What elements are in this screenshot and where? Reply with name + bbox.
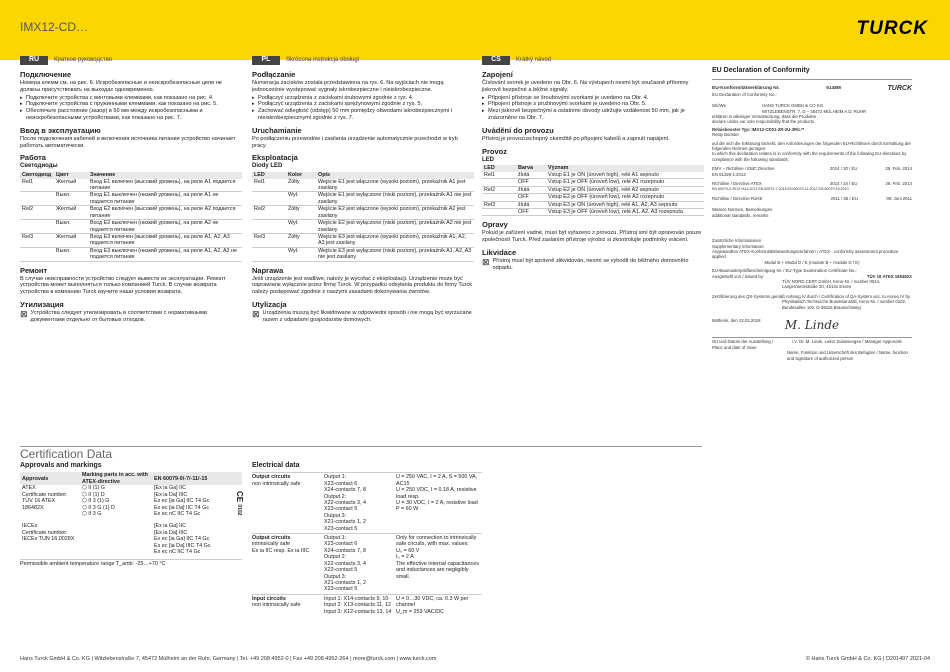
- table-row: [252, 220, 474, 234]
- eu-decl-number: 5148M: [826, 86, 841, 92]
- cell: [252, 220, 286, 234]
- cell: Vstup E3 je ON (úroveň high), relé A1, A2, A3 sepnuto: [546, 201, 704, 208]
- cell: Input circuits: [252, 595, 286, 602]
- cs-disposal-text: Přístroj musí být správně zlikvidován, nesmí se vyhodit do běžného domovního odpadu.: [492, 257, 689, 271]
- ambient-temp: Permissible ambient temperature range T_amb: -25…+70 °C: [20, 559, 242, 567]
- pl-connect-heading: Podłączanie: [252, 70, 296, 79]
- eu-signer: i.V. Dr. M. Linde, Leiter Zulassungen / Manager Approvals: [792, 339, 902, 345]
- approvals-heading: Approvals and markings: [20, 462, 102, 469]
- cs-comm-text: Přístroj je provozuschopný okamžitě po připojení kabelů a zapnutí napájení.: [482, 135, 670, 142]
- iec-ex: Ex ec [ia Da] IIIC T4 Gc: [154, 542, 211, 549]
- col-header: LED: [482, 165, 516, 172]
- cs-comm-heading: Uvádění do provozu: [482, 125, 554, 135]
- cs-repair-heading: Opravy: [482, 220, 508, 230]
- cell: Wejście E3 jest wyłączone (niski poziom), przekaźnik A1, A2, A3 nie jest zasilany: [316, 247, 474, 261]
- cs-op-heading: Provoz: [482, 146, 508, 156]
- cell: Żółty: [286, 206, 316, 220]
- iec-cert-no: IECEx TUN 16.0028X: [22, 536, 75, 543]
- col-header: LED: [252, 172, 286, 179]
- atex-mark: II 3 G: [88, 511, 102, 518]
- document-title: IMX12-CD…: [20, 20, 89, 34]
- cell: U = 0…30 VDC, ca. 0.3 W per channel: [396, 595, 469, 609]
- cell: Вход E2 включен (высокий уровень), на реле A2 подается питание: [88, 206, 242, 220]
- ru-op-heading: Работа: [20, 153, 46, 163]
- eu-decl-label: EU-Konformitätserklärung Nr.: [712, 86, 780, 92]
- electrical-section: [252, 463, 482, 616]
- footer-left: Hans Turck GmbH & Co. KG | Witzlebenstraße 7, 45472 Mülheim an der Ruhr, Germany | Tel. +49 208 4952-0 | Fax +49 208 4952-264 | more@turck.com | www.turck.com: [20, 656, 437, 662]
- lang-name-ru: Краткое руководство: [54, 57, 113, 64]
- cell: Желтый: [54, 233, 88, 247]
- table-row: [20, 220, 242, 234]
- col-header: Kolor: [286, 172, 316, 179]
- eu-exam-issued: Ausgestellt von / issued by:: [712, 273, 765, 279]
- cell: Output 1:: [324, 474, 347, 481]
- cell: Rel1: [20, 179, 54, 192]
- table-row: [252, 472, 482, 533]
- cell: Output 3:: [324, 512, 347, 519]
- pl-led-table: [252, 172, 474, 261]
- ru-connect-heading: Подключение: [20, 70, 72, 79]
- eu-logo: TURCK: [887, 85, 912, 93]
- approvals-table: [20, 472, 242, 555]
- ru-comm-text: После подключения кабелей и включения источника питания устройство начинает работать автоматически.: [20, 135, 236, 149]
- table-row: [712, 196, 912, 201]
- cell: Vstup E1 je OFF (úroveň low), relé A1 rozepnuto: [546, 179, 704, 186]
- cell: Only for connection to intrinsically safe circuits, with max. values:: [396, 535, 477, 548]
- list-item: ▸ Подключите устройства с винтовыми клеммами, как показано на рис. 4.: [20, 95, 242, 102]
- eu-sig-label: Ort und Datum der Ausstellung / Place and date of issue: [712, 339, 774, 350]
- table-row: [482, 172, 704, 179]
- eu-title: EU Declaration of Conformity: [712, 67, 810, 74]
- wheelie-bin-icon: ⊠: [252, 308, 260, 319]
- table-row: [20, 206, 242, 220]
- table-row: [252, 247, 474, 261]
- ce-number: 0102: [236, 504, 242, 516]
- eu-product-en: Relay Booster: [712, 132, 739, 138]
- col-header: Светодиод: [20, 172, 54, 179]
- eu-further: Weitere Normen, Bemerkungen: [712, 207, 773, 213]
- cell: Выкл.: [54, 220, 88, 234]
- cell: P = 60 W: [396, 506, 419, 513]
- cell: Желтый: [54, 206, 88, 220]
- eu-place-date: Mülheim, den 22.01.2018: [712, 318, 761, 323]
- table-row: [252, 533, 482, 594]
- cell: žlutá: [516, 186, 546, 193]
- atex-ex: Ex ec nC IIC T4 Gc: [154, 511, 201, 518]
- col-header: Значение: [88, 172, 242, 179]
- cell: Вход E3 включен (высокий уровень), на реле A1, A2, A3 подается питание: [88, 233, 242, 247]
- lang-badge-ru: RU: [20, 56, 48, 65]
- iec-cert-label: Certificate number:: [22, 529, 68, 536]
- table-row: EN 60079-0:2012+A11:2013 EN 60079-7:2015 EN 60079-11:2012 EN 60079-15:2010: [712, 186, 849, 191]
- cell: non intrinsically safe: [252, 480, 301, 487]
- table-row: [252, 206, 474, 220]
- ce-mark-icon: CE 0102: [235, 491, 244, 516]
- cell: Output circuits: [252, 474, 291, 481]
- cell: 2011 / 65 / EU: [830, 195, 858, 201]
- cell: Rel2: [482, 186, 516, 193]
- cs-op-sub: LED: [482, 156, 494, 163]
- eu-ptb: Physikalisch Technische Bundesanstalt, Kenn-Nr. / number 0102, Bundesallee 100, D-38116 Braunschweig: [782, 299, 907, 310]
- cs-led-table: [482, 165, 704, 216]
- table-row: [482, 194, 704, 201]
- eu-body: TÜV NORD CERT GmbH, Kenn-Nr. / number 0044, Langemarckstraße 20, 45141 Essen: [782, 278, 881, 290]
- cell: I₀ = 2 A: [396, 554, 414, 561]
- eu-exam: EU-Baumusterprüfbescheinigung Nr. / EU-Type Examination Certificate No.:: [712, 268, 857, 274]
- cell: [482, 179, 516, 186]
- cell: X22-contacts 3, 4: [324, 560, 366, 567]
- eu-info: Zusätzliche Informationen: [712, 238, 762, 244]
- atex-cert-label: Certificate number:: [22, 491, 68, 498]
- cell: The effective internal capacitances and inductances are negligibly small.: [396, 560, 479, 580]
- pl-op-heading: Eksploatacja: [252, 153, 298, 163]
- col-header: Marking parts in acc. with ATEX-directive: [80, 472, 152, 485]
- cell: Output 1:: [324, 535, 347, 542]
- cell: OFF: [516, 179, 546, 186]
- list-item: ▸ Zachować odległość (odstęp) 50 mm pomiędzy obwodami iskrobezpiecznymi i nieiskrobezpiecznymi zgodnie z rys. 7.: [252, 108, 474, 122]
- atex-mark: II 3 (1) G: [88, 498, 110, 505]
- cell: Wył.: [286, 247, 316, 261]
- pl-repair-text: Jeśli urządzenie jest wadliwe, należy je wycofać z eksploatacji. Urządzenie może być naprawiane wyłącznie przez firmę Turck. W przypadku odsyłania produktu do firmy Turck należy postępować zgodnie z naszymi zasadami dokonywania zwrotów.: [252, 275, 473, 296]
- cell: U = 250 VDC, I = 0.18 A, resistive load resp.: [396, 487, 477, 500]
- eu-exam-no: TÜV 16 ATEX 186482X: [866, 273, 912, 279]
- list-item: ▸ Připojení přístroje se šroubovými svorkami je uvedeno na Obr. 4.: [482, 95, 704, 102]
- cell: Input 2: X13-contacts 11, 12: [324, 602, 392, 609]
- cell: [482, 194, 516, 201]
- cell: Rel3: [252, 233, 286, 247]
- table-row: [252, 233, 474, 247]
- eu-we: Wir/We: [712, 103, 727, 109]
- table-row: EN 61326-1:2013: [712, 171, 746, 177]
- cell: X24-contacts 7, 8: [324, 487, 366, 494]
- cell: Vstup E2 je OFF (úroveň low), relé A2 rozepnuto: [546, 194, 704, 201]
- iec-ex: [Ex ia Ga] IIC: [154, 523, 187, 530]
- cs-column: [482, 56, 704, 272]
- cs-connect-heading: Zapojení: [482, 70, 513, 79]
- cell: 26. Feb. 2014: [885, 181, 912, 187]
- cell: X21-contacts 1, 2: [324, 579, 366, 586]
- lang-name-pl: Skrócona instrukcja obsługi: [286, 57, 360, 64]
- cell: X23-contact 5: [324, 586, 358, 593]
- table-row: [20, 517, 242, 555]
- col-header: Opis: [316, 172, 474, 179]
- ru-repair-text: В случае неисправности устройство следует вывести из эксплуатации. Ремонт устройства может выполняться только компанией Turck. В случае возврата устройства в компанию Turck изучите наши условия возврата.: [20, 275, 226, 296]
- list-item: ▸ Podłączyć urządzenia z zaciskami śrubowymi zgodnie z rys. 4.: [252, 95, 474, 102]
- cell: Output circuits: [252, 535, 291, 542]
- cell: Вход E1 включен (высокий уровень), на реле A1 подается питание: [88, 179, 242, 192]
- eu-sig-label2: Name, Funktion und Unterschrift des Befugten / Name, function and signature of authorized person: [787, 350, 908, 361]
- cell: Выкл.: [54, 192, 88, 206]
- table-row: ATEX Certificate number: TÜV 16 ATEX 186482X ⬡ II (1) G ⬡ II (1) D ⬡ II 3 (1) G ⬡ II 3 G (1) D ⬡ II 3 G [Ex ia Ga] IIC [Ex ia Da] IIIC Ex ec [ia Ga] IIC T4 Gc Ex ec [ia Da] IIC T4 Gc Ex ec nC IIC T4 Gc CE 0102: [22, 485, 244, 518]
- cs-repair-text: Pokud je zařízení vadné, musí být vyřazeno z provozu. Přístroj smí být opravován pouze společností Turck. Před zaslaním přístroje výrobci si zkontrolujte podmínky vrácení.: [482, 230, 702, 244]
- table-row: [20, 179, 242, 192]
- cell: X24-contacts 7, 8: [324, 547, 366, 554]
- pl-connect-text: Numeracja zacisków została przedstawiona na rys. 6. Na wyjściach nie mogą jednocześnie występować sygnały iskrobezpieczne i nieiskrobezpieczne.: [252, 80, 444, 93]
- ru-column: [20, 56, 242, 324]
- lang-badge-cs: CS: [482, 56, 510, 65]
- turck-logo: TURCK: [856, 18, 928, 39]
- atex-mark: II 3 G (1) D: [88, 504, 115, 511]
- cell: Output 2:: [324, 554, 347, 561]
- cell: Rel1: [252, 179, 286, 192]
- eu-claim-en: declare under our sole responsibility that the products: [712, 119, 814, 125]
- cell: intrinsically safe: [252, 541, 291, 548]
- cell: X21-contacts 1, 2: [324, 519, 366, 526]
- cell: U₀ = 60 V: [396, 547, 420, 554]
- cell: [20, 247, 54, 261]
- pl-comm-heading: Uruchamianie: [252, 125, 302, 135]
- col-header: Barva: [516, 165, 546, 172]
- table-row: [20, 233, 242, 247]
- list-item: ▸ Připojení přístroje s pružinovými svorkami je uvedeno na Obr. 5.: [482, 101, 704, 108]
- list-item: ▸ Обеспечьте расстояние (зазор) в 50 мм между искробезопасными и неискробезопасными устройствами, как показано на рис. 7.: [20, 108, 242, 122]
- pl-repair-heading: Naprawa: [252, 265, 284, 275]
- table-row: [20, 247, 242, 261]
- cell: Rel2: [252, 206, 286, 220]
- cell: Wejście E1 jest wyłączone (niski poziom), przekaźnik A1 nie jest zasilany: [316, 192, 474, 206]
- pl-disposal-text: Urządzenia muszą być likwidowane w odpowiedni sposób i nie mogą być wyrzucane razem z odpadami gospodarstw domowych.: [262, 309, 472, 323]
- cell: Output 3:: [324, 573, 347, 580]
- lang-badge-pl: PL: [252, 56, 280, 65]
- cell: žlutá: [516, 172, 546, 179]
- cell: OFF: [516, 208, 546, 215]
- eu-conform-en: to which this declaration relates is in conformity with the requirements of the following EU-directives by compliance with the following standards:: [712, 151, 907, 162]
- list-item: ▸ Mezi jiskrově bezpečnými a ostatními obvody udržujte vzdálenost 50 mm, jak je znázorněno na Obr. 7.: [482, 108, 704, 122]
- cell: 2014 / 30 / EU: [829, 166, 858, 172]
- cell: Желтый: [54, 179, 88, 192]
- header-bar: [0, 0, 950, 60]
- table-row: [482, 208, 704, 215]
- cs-connect-text: Číslování svorek je uvedeno na Obr. 6. Na výstupech nesmí být současně přítomny jiskrově bezpečné a běžné signály.: [482, 80, 689, 93]
- cell: OFF: [516, 194, 546, 201]
- cell: [252, 192, 286, 206]
- footer-right: © Hans Turck GmbH & Co. KG | D201497 2021-04: [805, 656, 930, 662]
- cell: Richtlinie / Directive RoHS: [712, 195, 763, 201]
- cell: Wejście E1 jest włączone (wysoki poziom), przekaźnik A1 jest zasilany: [316, 179, 474, 192]
- cell: 26. Feb. 2014: [885, 166, 912, 172]
- electrical-heading: Electrical data: [252, 462, 300, 469]
- table-row: [482, 179, 704, 186]
- cell: [482, 208, 516, 215]
- atex-ex: [Ex ia Da] IIIC: [154, 491, 188, 498]
- atex-ex: Ex ec [ia Da] IIC T4 Gc: [154, 504, 210, 511]
- cell: X23-contact 5: [324, 525, 358, 532]
- atex-cert-no: TÜV 16 ATEX 186482X: [22, 498, 56, 511]
- col-header: Význam: [546, 165, 704, 172]
- atex-ex: Ex ec [ia Ga] IIC T4 Gc: [154, 498, 210, 505]
- approvals-section: [20, 463, 242, 568]
- eu-atex2: Modul B + Modul D / E (module B + module D / E): [764, 259, 860, 265]
- cell: [252, 247, 286, 261]
- cert-title: Certification Data: [20, 447, 113, 461]
- atex-ex: [Ex ia Ga] IIC: [154, 485, 187, 492]
- eu-decl-en: EU Declaration of Conformity No.:: [712, 91, 777, 97]
- iec-label: IECEx: [22, 523, 38, 530]
- atex-mark: II (1) G: [88, 485, 105, 492]
- cell: Output 2:: [324, 493, 347, 500]
- atex-label: ATEX: [22, 485, 36, 492]
- eu-qa: Zertifizierung des QS-Systems gemäß Anhang IV durch / Certification of QA-System acc. to Annex IV by: [712, 293, 910, 299]
- ru-disposal-text: Устройства следует утилизировать в соответствии с нормативными документами отдельно от бытовых отходов.: [30, 309, 207, 323]
- ru-comm-heading: Ввод в эксплуатацию: [20, 125, 101, 135]
- cell: Вход E3 выключен (низкий уровень), на реле A1, A2, A3 не подается питание: [88, 247, 242, 261]
- cell: Wył.: [286, 192, 316, 206]
- cell: X22-contacts 3, 4: [324, 500, 366, 507]
- pl-disposal-heading: Utylizacja: [252, 299, 287, 309]
- iec-ex: [Ex ia Da] IIIC: [154, 529, 188, 536]
- list-item: ▸ Подключите устройства с пружинными клеммами, как показано на рис. 5.: [20, 101, 242, 108]
- cell: Wejście E3 jest włączone (wysoki poziom), przekaźnik A1, A2, A3 jest zasilany: [316, 233, 474, 247]
- atex-mark: II (1) D: [88, 491, 105, 498]
- table-row: [482, 201, 704, 208]
- signature-icon: M. Linde: [784, 318, 840, 333]
- cell: Input 3: X12-contacts 13, 14: [324, 608, 392, 615]
- cs-disposal-heading: Likvidace: [482, 247, 517, 257]
- cell: Rel3: [482, 201, 516, 208]
- cell: Vstup E1 je ON (úroveň high), relé A1 sepnuto: [546, 172, 704, 179]
- divider: [20, 446, 702, 447]
- col-header: Цвет: [54, 172, 88, 179]
- cell: non intrinsically safe: [252, 602, 301, 609]
- eu-company: HANS TURCK GMBH & CO KG: [762, 103, 824, 109]
- eu-info-en: Supplementary information:: [712, 243, 765, 249]
- cell: X23-contact 5: [324, 567, 358, 574]
- eu-product: Relaisbooster Typ: IMX12-CD01-2R-2U-3R/L**: [712, 126, 805, 132]
- table-row: [20, 192, 242, 206]
- footer: [20, 656, 930, 662]
- cell: 08. Juni 2011: [886, 195, 912, 201]
- pl-op-sub: Diody LED: [252, 163, 283, 170]
- iec-ex: Ex ec [ia Ga] IIC T4 Gc: [154, 536, 210, 543]
- eu-claim: erklären in alleiniger Verantwortung, dass die Produkte: [712, 114, 817, 120]
- list-item: ▸ Podłączyć urządzenia z zaciskami sprężynowymi zgodnie z rys. 5.: [252, 101, 474, 108]
- cell: Żółty: [286, 179, 316, 192]
- cell: žlutá: [516, 201, 546, 208]
- cell: 2014 / 34 / EU: [829, 181, 858, 187]
- cell: X23-contact 6: [324, 480, 358, 487]
- wheelie-bin-icon: ⊠: [482, 256, 490, 267]
- table-row: [252, 192, 474, 206]
- cell: Вход E1 выключен (низкий уровень), на реле A1 не подается питание: [88, 192, 242, 206]
- cell: U_m = 253 VAC/DC: [396, 608, 444, 615]
- cell: Rel2: [20, 206, 54, 220]
- ru-disposal-heading: Утилизация: [20, 299, 64, 309]
- col-header: EN 60079-0/-7/-11/-15: [152, 472, 242, 485]
- cell: Żółty: [286, 233, 316, 247]
- cell: U = 250 VAC, I = 2 A, S = 500 VA, AC15: [396, 474, 478, 487]
- cell: Vstup E3 je OFF (úroveň low), relé A1, A2, A3 rozepnuta: [546, 208, 704, 215]
- ru-led-table: [20, 172, 242, 261]
- cell: X23-contact 5: [324, 506, 358, 513]
- cell: U = 30 VDC, I = 2 A, resistive load: [396, 500, 478, 507]
- table-row: [482, 186, 704, 193]
- ru-repair-heading: Ремонт: [20, 265, 48, 275]
- iec-ex: Ex ec nC IIC T4 Gc: [154, 549, 201, 556]
- ru-op-sub: Светодиоды: [20, 163, 58, 170]
- cell: [20, 192, 54, 206]
- eu-further-en: additional standards, remarks: [712, 212, 769, 218]
- cell: Вход E2 выключен (низкий уровень), на реле A2 не подается питание: [88, 220, 242, 234]
- eu-atex1: Angewandtes ATEX-Konformitätsbewertungsverfahren / ATEX - conformity assessment procedure applied: [712, 248, 899, 260]
- ru-connect-text: Номера клемм см. на рис. 6. Искробезопасные и неискробезопасные цепи не должны присутствовать на выходах одновременно.: [20, 80, 222, 93]
- pl-column: [252, 56, 474, 324]
- pl-comm-text: Po podłączeniu przewodów i zasilania urządzenie automatycznie przechodzi w tryb pracy.: [252, 135, 458, 149]
- cell: X23-contact 6: [324, 541, 358, 548]
- cell: Rel3: [20, 233, 54, 247]
- cell: Vstup E2 je ON (úroveň high), relé A2 sepnuto: [546, 186, 704, 193]
- eu-address: WITZLEBENSTR. 7, D − 45472 MÜLHEIM A.D. RUHR: [762, 108, 867, 114]
- cell: Wejście E2 jest włączone (wysoki poziom), przekaźnik A2 jest zasilany: [316, 206, 474, 220]
- cell: Ex ia IIC resp. Ex ia IIIC: [252, 547, 310, 554]
- lang-name-cs: Krátký návod: [516, 57, 552, 64]
- wheelie-bin-icon: ⊠: [20, 308, 28, 319]
- cell: [20, 220, 54, 234]
- table-row: [252, 594, 482, 616]
- cell: Richtlinie / Directive ATEX: [712, 181, 762, 187]
- eu-declaration: [712, 68, 912, 361]
- col-header: Approvals: [20, 472, 80, 485]
- cell: Input 1: X14-contacts 9, 10: [324, 595, 389, 602]
- cell: Wejście E2 jest wyłączone (niski poziom), przekaźnik A2 nie jest zasilany: [316, 220, 474, 234]
- cell: EMV − Richtlinie / EMC Directive: [712, 166, 775, 172]
- cell: Выкл.: [54, 247, 88, 261]
- eu-conform: auf die sich die Erklärung bezieht, den Anforderungen der folgenden EU-Richtlinien durch Einhaltung der folgenden Normen genügen:: [712, 140, 911, 152]
- cell: Rel1: [482, 172, 516, 179]
- cell: Wył.: [286, 220, 316, 234]
- table-row: [252, 179, 474, 192]
